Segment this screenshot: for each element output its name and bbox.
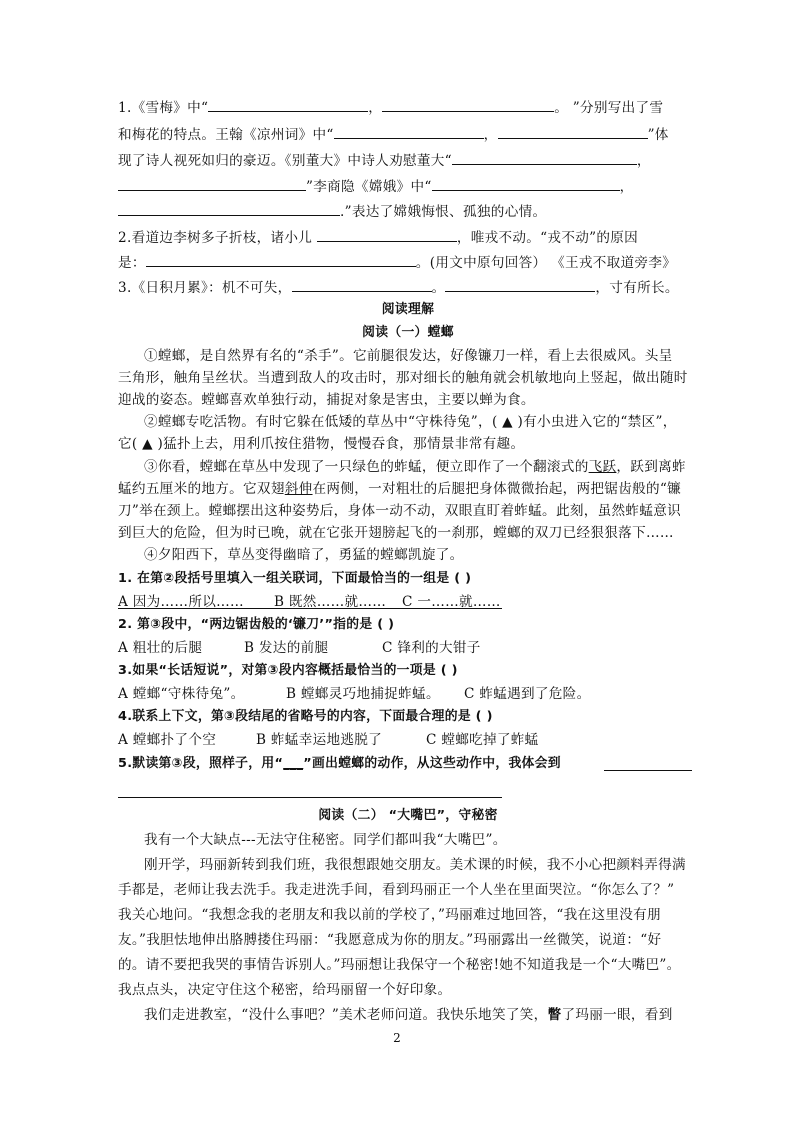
underline-sample: ___ (283, 756, 304, 771)
divider (118, 608, 502, 609)
text: 在两侧，一对粗壮的后腿把身体微微抬起，两把锯齿般的“镰 (312, 481, 682, 497)
text: ③你看，螳螂在草丛中发现了一只绿色的蚱蜢，便立即作了一个翻滚式的 (144, 459, 589, 475)
text: 蜢约五厘米的地方。它双翅 (118, 481, 285, 497)
paragraph-line: 手都是，老师让我去洗手。我走进洗手间，看到玛丽正一个人坐在里面哭泣。“你怎么了？” (118, 882, 675, 898)
answer-blank[interactable] (292, 277, 432, 292)
text: 3.《日积月累》：机不可失， (118, 280, 292, 296)
answer-blank[interactable] (118, 201, 340, 216)
option-c[interactable]: C 蚱蜢遇到了危险。 (464, 686, 591, 702)
text: 。 (431, 280, 446, 296)
bold-word: 瞥 (547, 1007, 562, 1023)
answer-blank[interactable] (317, 227, 457, 242)
paragraph-line: 它( ▲ )猛扑上去，用利爪按住猎物，慢慢吞食，那情景非常有趣。 (118, 436, 525, 452)
option-c[interactable]: C 一……就…… (402, 594, 501, 610)
option-b[interactable]: B 发达的前腿 (244, 640, 329, 656)
text: 5.默读第③段，照样子，用“ (118, 756, 284, 771)
answer-blank[interactable] (382, 97, 554, 112)
question-3: 3.如果“长话短说”，对第③段内容概括最恰当的一项是 ( ) (118, 663, 458, 678)
text: 1.《雪梅》中“ (118, 100, 209, 116)
paragraph-line (118, 457, 698, 477)
underlined-word: 斜伸 (284, 481, 313, 497)
reading2-title: 阅读（二） “大嘴巴”，守秘密 (318, 808, 498, 823)
option-a[interactable]: A 螳螂扑了个空 (118, 732, 217, 748)
text: .”表达了嫦娥悔恨、孤独的心情。 (340, 204, 547, 220)
answer-blank[interactable] (208, 97, 368, 112)
text: ， (619, 179, 634, 195)
option-b[interactable]: B 螳螂灵巧地捕捉蚱蜢。 (286, 686, 440, 702)
paragraph-line: 我有一个大缺点---无法守住秘密。同学们都叫我“大嘴巴”。 (144, 832, 507, 848)
question-3-options (118, 684, 698, 704)
text: 是： (118, 255, 146, 271)
option-a[interactable]: A 螳螂“守株待兔”。 (118, 686, 245, 702)
text: 。 ”分别写出了雪 (554, 100, 664, 116)
option-b[interactable]: B 蚱蜢幸运地逃脱了 (256, 732, 383, 748)
question-5 (118, 754, 618, 774)
question-1-options (118, 592, 698, 612)
page-number: 2 (393, 1031, 401, 1045)
question-1: 1. 在第②段括号里填入一组关联词，下面最恰当的一组是 ( ) (118, 571, 472, 586)
answer-blank[interactable] (498, 124, 648, 139)
option-c[interactable]: C 锋利的大钳子 (382, 640, 481, 656)
text: ”画出螳螂的动作，从这些动作中，我体会到 (303, 756, 561, 771)
text: ， (368, 100, 383, 116)
paragraph-line: 三角形，触角呈丝状。当遭到敌人的攻击时，那对细长的触角就会机敏地向上竖起，做出随时 (118, 370, 688, 386)
answer-blank[interactable] (146, 252, 416, 267)
option-b[interactable]: B 既然……就…… (274, 594, 387, 610)
text: ， (483, 127, 498, 143)
fill-q1-line3 (118, 150, 698, 171)
fill-q1-line1 (118, 97, 698, 118)
text: 我们走进教室，“没什么事吧？”美术老师问道。我快乐地笑了笑， (144, 1007, 548, 1023)
fill-q2-line2 (118, 252, 698, 273)
text: ，唯戎不动。“戎不动”的原因 (456, 230, 639, 246)
underlined-word: 飞跃 (588, 459, 617, 475)
answer-blank[interactable] (452, 150, 637, 165)
paragraph-line: ②螳螂专吃活物。有时它躲在低矮的草丛中“守株待兔”，( ▲ )有小虫进入它的“禁区”， (144, 414, 677, 430)
paragraph-line (118, 479, 698, 499)
option-a[interactable]: A 因为……所以…… (118, 594, 244, 610)
text: 现了诗人视死如归的豪迈。《别董大》中诗人劝慰董大“ (118, 153, 452, 169)
paragraph-line: 我关心地问。“我想念我的老朋友和我以前的学校了，”玛丽难过地回答，“我在这里没有朋 (118, 907, 661, 923)
paragraph-line: ④夕阳西下，草丛变得幽暗了，勇猛的螳螂凯旋了。 (144, 547, 464, 563)
text: ，跃到离蚱 (616, 459, 686, 475)
paragraph-line: 刚开学，玛丽新转到我们班，我很想跟她交朋友。美术课的时候，我不小心把颜料弄得满 (144, 857, 686, 873)
answer-blank[interactable] (334, 124, 484, 139)
fill-q3-line (118, 277, 698, 298)
text: 。(用文中原句回答） 《王戎不取道旁李》 (415, 255, 677, 271)
option-c[interactable]: C 螳螂吃掉了蚱蜢 (426, 732, 539, 748)
answer-blank[interactable] (118, 176, 306, 191)
text: ， (636, 153, 651, 169)
paragraph-line: 到巨大的危险，但为时已晚，就在它张开翅膀起飞的一刹那，螳螂的双刀已经狠狠落下…… (118, 525, 674, 541)
text: ”李商隐《嫦娥》中“ (306, 179, 432, 195)
fill-q2-line1 (118, 227, 698, 248)
reading1-title: 阅读（一）螳螂 (362, 325, 454, 340)
paragraph-line: 迎战的姿态。螳螂喜欢单独行动，捕捉对象是害虫，主要以蝉为食。 (118, 392, 535, 408)
text: ”体 (647, 127, 669, 143)
question-2: 2. 第③段中，“两边锯齿般的‘镰刀’”指的是 ( ) (118, 617, 395, 632)
answer-blank[interactable] (432, 176, 620, 191)
paragraph-line: 我点点头，决定守住这个秘密，给玛丽留一个好印象。 (118, 982, 452, 998)
text: ，寸有所长。 (595, 280, 679, 296)
paragraph-line (118, 1005, 698, 1025)
text: 2.看道边李树多子折枝，诸小儿 (118, 230, 317, 246)
answer-blank[interactable] (445, 277, 595, 292)
fill-q1-line4 (118, 176, 698, 197)
text: 和梅花的特点。王翰《凉州词》中“ (118, 127, 334, 143)
section-title: 阅读理解 (381, 302, 435, 317)
paragraph-line: 友。”我胆怯地伸出胳膊搂住玛丽：“我愿意成为你的朋友。”玛丽露出一丝微笑，说道：“好 (118, 932, 662, 948)
question-2-options (118, 638, 698, 658)
paragraph-line: 刀”举在颈上。螳螂摆出这种姿势后，身体一动不动，双眼直盯着蚱蜢。此刻，虽然蚱蜢意识 (118, 503, 681, 519)
answer-line[interactable] (604, 770, 692, 771)
paragraph-line: 的。请不要把我哭的事情告诉别人。”玛丽想让我保守一个秘密!她不知道我是一个“大嘴巴”。 (118, 957, 681, 973)
fill-q1-line5 (118, 201, 698, 222)
paragraph-line: ①螳螂，是自然界有名的“杀手”。它前腿很发达，好像镰刀一样，看上去很威风。头呈 (144, 348, 673, 364)
answer-line[interactable] (118, 797, 502, 798)
question-4: 4.联系上下文，第③段结尾的省略号的内容，下面最合理的是 ( ) (118, 709, 493, 724)
question-4-options (118, 730, 698, 750)
option-a[interactable]: A 粗壮的后腿 (118, 640, 203, 656)
text: 了玛丽一眼，看到 (561, 1007, 673, 1023)
fill-q1-line2 (118, 124, 698, 145)
